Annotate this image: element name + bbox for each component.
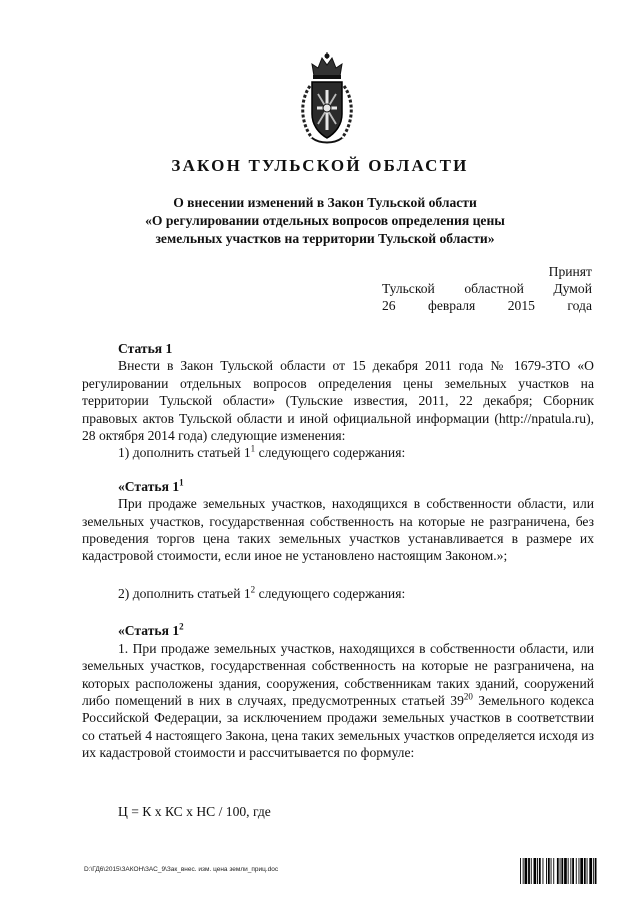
barcode-bar	[525, 858, 528, 884]
barcode-bar	[537, 858, 538, 884]
file-path-footer: D:\ГД6\2015\ЗАКОН\ЗАС_9\Зак_внес. изм. цена земли_приц.doc	[84, 866, 279, 873]
paragraph-superscript: 20	[463, 691, 473, 702]
adopted-date-day: 26	[382, 298, 396, 313]
subtitle-line: земельных участков на территории Тульской области»	[155, 231, 495, 246]
barcode-bar	[546, 858, 547, 884]
barcode-bar	[548, 858, 550, 884]
barcode-bar	[572, 858, 574, 884]
article-1-1-text: При продаже земельных участков, находящихся в собственности области, или земельных участков, государственная собственность на которые не разграничена, без проведения торгов цена таких земельных участков устанавливается в размере их кадастровой стоимости, если иное не установлено настоящим Законом.»;	[82, 496, 594, 564]
barcode-bar	[576, 858, 577, 884]
heading-text: «Статья 1	[118, 478, 180, 494]
heading-superscript: 1	[179, 477, 184, 488]
barcode-bar	[523, 858, 524, 884]
document-subtitle	[120, 194, 530, 248]
barcode-bar	[570, 858, 571, 884]
barcode-bar	[593, 858, 594, 884]
barcode-bar	[528, 858, 530, 884]
heading-text: «Статья 1	[118, 623, 180, 639]
item-text: 2) дополнить статьей 1	[118, 585, 251, 601]
article-1-intro: Внести в Закон Тульской области от 15 декабря 2011 года № 1679-ЗТО «О регулировании отдельных вопросов определения цены земельных участков на территории Тульской области» (Тульские известия, 2011, 22 декабря; Сборник правовых актов Тульской области и иной официальной информации (http://npatula.ru), 28 октября 2014 года) следующие изменения:	[82, 358, 594, 444]
barcode-image	[520, 858, 598, 884]
barcode-bar	[534, 858, 537, 884]
barcode-bar	[587, 858, 588, 884]
adopted-date-word: года	[567, 298, 592, 313]
adopted-word: областной	[464, 281, 524, 296]
adopted-label: Принят	[548, 264, 592, 279]
barcode-bar	[568, 858, 569, 884]
document-title: ЗАКОН ТУЛЬСКОЙ ОБЛАСТИ	[171, 156, 469, 175]
price-formula: Ц = К х КС х НС / 100, где	[118, 804, 271, 819]
barcode-bar	[564, 858, 567, 884]
adopted-date-month: февраля	[428, 298, 476, 313]
coat-of-arms-emblem	[298, 52, 356, 148]
article-1-1-heading	[82, 478, 594, 495]
barcode-bar	[595, 858, 597, 884]
article-1-2-heading	[82, 622, 594, 639]
adopted-word: Думой	[553, 281, 592, 296]
barcode-bar	[539, 858, 541, 884]
item-text: 1) дополнить статьей 1	[118, 445, 251, 461]
barcode-bar	[561, 858, 563, 884]
adopted-word: Тульской	[382, 281, 435, 296]
item-text: следующего содержания:	[255, 585, 406, 601]
article-1-item-1	[82, 444, 594, 461]
adopted-date-year: 2015	[507, 298, 535, 313]
article-1-item-2	[82, 585, 594, 602]
document-body	[82, 340, 594, 762]
barcode-bar	[520, 858, 521, 884]
barcode-bar	[557, 858, 559, 884]
barcode-bar	[589, 858, 592, 884]
barcode-bar	[551, 858, 552, 884]
subtitle-line: «О регулировании отдельных вопросов определения цены	[145, 213, 505, 228]
heading-superscript: 2	[179, 621, 184, 632]
barcode-bar	[584, 858, 586, 884]
barcode-bar	[560, 858, 561, 884]
adoption-block	[382, 263, 592, 314]
barcode-bar	[579, 858, 580, 884]
item-text: следующего содержания:	[255, 445, 406, 461]
item-superscript: 1	[250, 443, 256, 454]
barcode-bar	[531, 858, 532, 884]
item-superscript: 2	[250, 584, 256, 595]
barcode-bar	[580, 858, 583, 884]
article-1-2-text	[82, 640, 594, 762]
paragraph-text: Земельного кодекса Российской Федерации, за исключением продажи земельных участков в соответствии со статьей 4 настоящего Закона, цена таких земельных участков определяется исходя из их кадастровой стоимости и рассчитывается по формуле:	[82, 692, 594, 761]
barcode-bar	[543, 858, 544, 884]
barcode-bar	[553, 858, 554, 884]
article-1-heading: Статья 1	[118, 341, 173, 356]
paragraph-text: 1. При продаже земельных участков, находящихся в собственности области, или земельных участков, государственная собственность на которые не разграничена, на которых расположены здания, сооружения, собственникам таких зданий, сооружений либо помещений в них в случаях, предусмотренных статьей 39	[82, 640, 594, 708]
subtitle-line: О внесении изменений в Закон Тульской области	[173, 195, 477, 210]
